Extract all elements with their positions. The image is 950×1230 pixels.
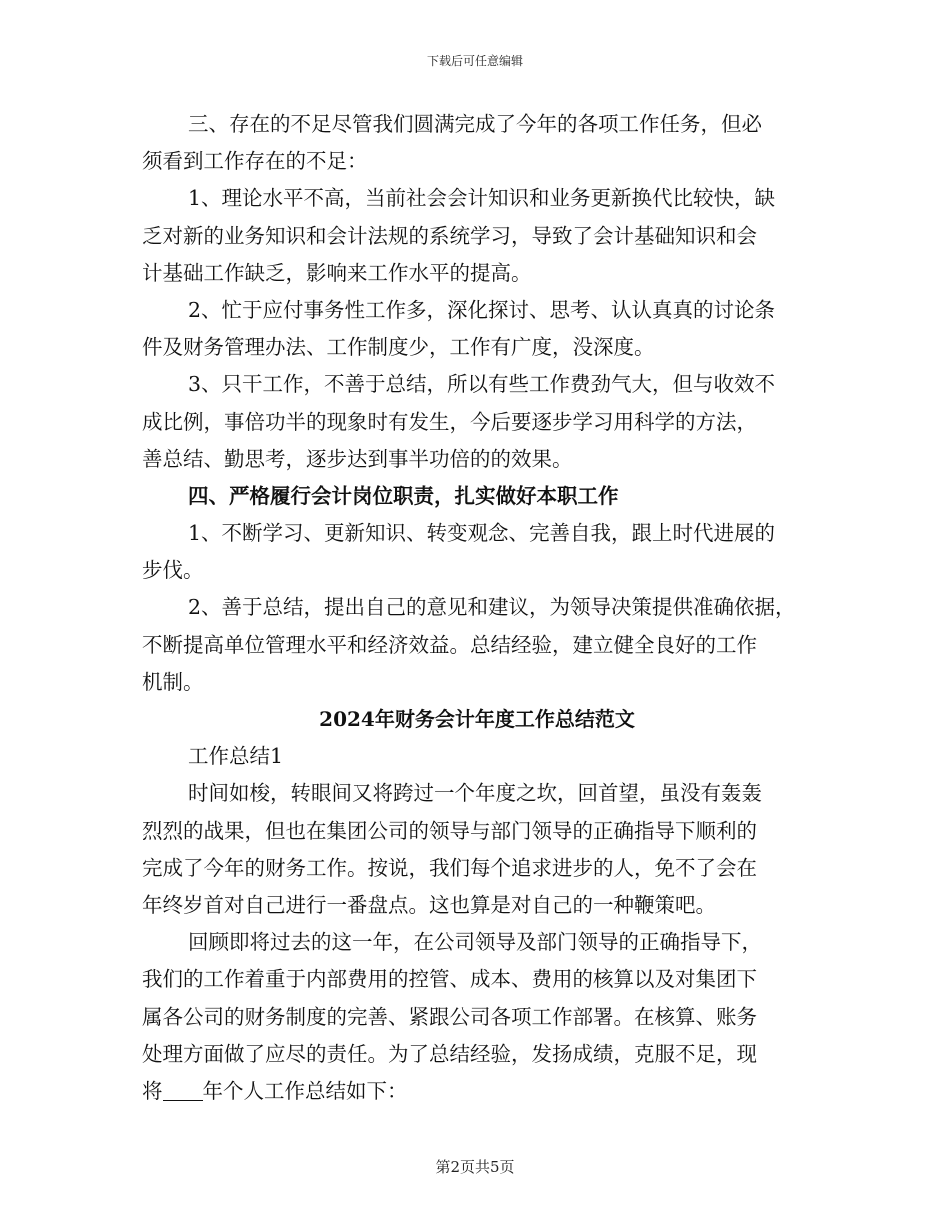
paragraph-line: 我们的工作着重于内部费用的控管、成本、费用的核算以及对集团下	[142, 967, 757, 992]
paragraph-line: 完成了今年的财务工作。按说，我们每个追求进步的人，免不了会在	[142, 855, 757, 880]
paragraph-line: 步伐。	[142, 558, 204, 583]
paragraph-line: 时间如梭，转眼间又将跨过一个年度之坎，回首望，虽没有轰轰	[188, 781, 762, 806]
paragraph-line: 年终岁首对自己进行一番盘点。这也算是对自己的一种鞭策吧。	[142, 892, 716, 917]
paragraph-line: 1、理论水平不高，当前社会会计知识和业务更新换代比较快，缺	[188, 186, 776, 211]
blank-underline	[163, 1078, 203, 1101]
section-heading: 四、严格履行会计岗位职责，扎实做好本职工作	[188, 483, 619, 508]
page-header: 下载后可任意编辑	[426, 54, 523, 68]
paragraph-line: 乏对新的业务知识和会计法规的系统学习，导致了会计基础知识和会	[142, 223, 757, 248]
paragraph-line	[142, 1073, 812, 1110]
paragraph-line: 不断提高单位管理水平和经济效益。总结经验，建立健全良好的工作	[142, 632, 757, 657]
paragraph-line: 1、不断学习、更新知识、转变观念、完善自我，跟上时代进展的	[188, 521, 776, 546]
paragraph-line: 机制。	[142, 669, 204, 694]
paragraph-line: 处理方面做了应尽的责任。为了总结经验，发扬成绩，克服不足，现	[142, 1041, 757, 1066]
paragraph-line: 回顾即将过去的这一年，在公司领导及部门领导的正确指导下，	[188, 930, 762, 955]
document-body	[142, 106, 812, 1110]
subsection-label: 工作总结1	[188, 744, 284, 769]
paragraph-line: 2、善于总结，提出自己的意见和建议，为领导决策提供准确依据，	[188, 595, 796, 620]
paragraph-line: 善总结、勤思考，逐步达到事半功倍的的效果。	[142, 446, 573, 471]
paragraph-line: 烈烈的战果，但也在集团公司的领导与部门领导的正确指导下顺利的	[142, 818, 757, 843]
paragraph-line: 属各公司的财务制度的完善、紧跟公司各项工作部署。在核算、账务	[142, 1004, 757, 1029]
line-prefix: 将	[142, 1078, 163, 1103]
paragraph-line: 计基础工作缺乏，影响来工作水平的提高。	[142, 260, 532, 285]
page-footer: 第2页共5页	[435, 1158, 515, 1176]
paragraph-line: 须看到工作存在的不足：	[142, 149, 368, 174]
paragraph-line: 三、存在的不足尽管我们圆满完成了今年的各项工作任务，但必	[188, 112, 762, 136]
paragraph-line: 件及财务管理办法、工作制度少，工作有广度，没深度。	[142, 335, 655, 360]
paragraph-line: 3、只干工作，不善于总结，所以有些工作费劲气大，但与收效不	[188, 372, 776, 397]
line-suffix: 年个人工作总结如下：	[202, 1078, 408, 1103]
paragraph-line: 2、忙于应付事务性工作多，深化探讨、思考、认认真真的讨论条	[188, 297, 776, 322]
paragraph-line: 成比例，事倍功半的现象时有发生，今后要逐步学习用科学的方法，	[142, 409, 757, 434]
document-title: 2024年财务会计年度工作总结范文	[319, 707, 635, 731]
